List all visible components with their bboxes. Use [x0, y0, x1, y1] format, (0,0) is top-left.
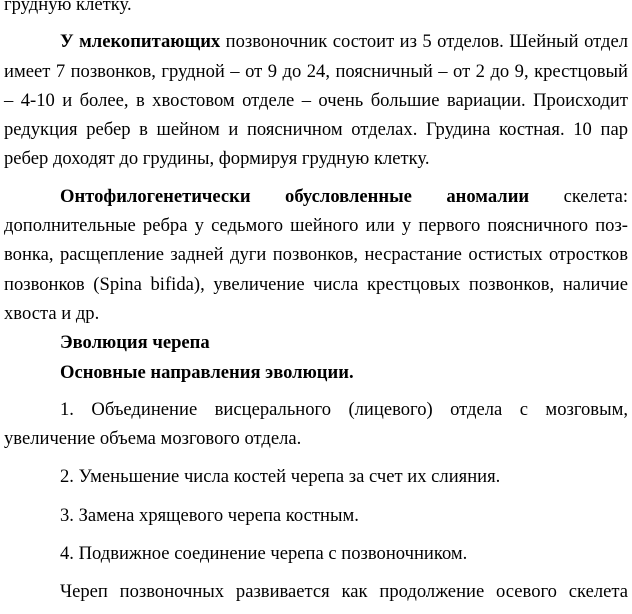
heading-main-directions: Основные направления эволюции. — [60, 361, 354, 383]
paragraph-mammals-text: позвоночник состоит из 5 отделов. Шейный отдел имеет 7 позвонков, грудной – от 9 до 24, поясничный – от 2 до 9, крестцовый – 4-10 и более, в хвостовом отделе – очень большие вариации. Происходит редукция ребер в шейном и поясничном отделах. Грудина костная. 10 пар ребер доходят до грудины, формируя грудную клетку. — [4, 31, 628, 170]
paragraph-continuation: грудную клетку. — [4, 0, 132, 15]
paragraph-anomalies — [4, 182, 628, 328]
paragraph-skull-development: Череп позвоночных развивается как продолжение осевого скелета — [60, 581, 628, 603]
paragraph-mammals — [4, 27, 628, 173]
list-item-3: 3. Замена хрящевого черепа костным. — [60, 504, 359, 526]
list-item-2: 2. Уменьшение числа костей черепа за счет их слияния. — [60, 466, 501, 488]
document-page — [4, 0, 628, 607]
term-anomalies: Онтофилогенетически обусловленные аномалии — [60, 185, 530, 207]
list-item-1: 1. Объединение висцерального (лицевого) отдела с мозговым, увеличение объема мозгового отдела. — [4, 398, 628, 450]
term-mammals: У млекопитающих — [60, 31, 221, 53]
list-item-4: 4. Подвижное соединение черепа с позвоночником. — [60, 543, 468, 565]
paragraph-anomalies-text: скелета: дополнительные ребра у седьмого шейного или у первого поясничного поз-вонка, расщепление задней дуги позвонков, несрастание остистых отростков позвонков (Spina bifida), увеличение числа крестцовых позвонков, наличие хвоста и др. — [4, 185, 628, 324]
heading-skull-evolution: Эволюция черепа — [60, 332, 210, 354]
